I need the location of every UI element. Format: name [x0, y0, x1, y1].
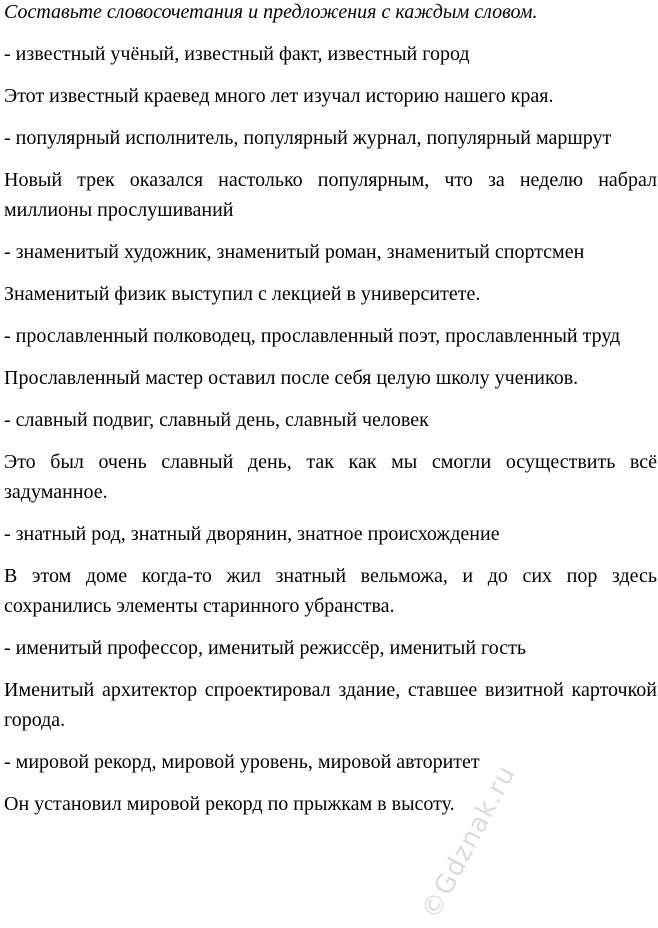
watermark-text: ©Gdznak.ru	[416, 760, 522, 925]
spacer	[4, 507, 657, 519]
sentence-2: Новый трек оказался настолько популярным, что за неделю набрал миллионы прослушиваний	[4, 169, 657, 221]
sentence-3: Знаменитый физик выступил с лекцией в университете.	[4, 283, 481, 305]
spacer	[4, 777, 657, 789]
spacer	[4, 309, 657, 321]
spacer	[4, 267, 657, 279]
phrase-line-4: - прославленный полководец, прославленный поэт, прославленный труд	[4, 325, 621, 347]
phrase-line-8: - мировой рекорд, мировой уровень, мировой авторитет	[4, 751, 480, 773]
spacer	[4, 393, 657, 405]
spacer	[4, 351, 657, 363]
spacer	[4, 69, 657, 81]
task-heading: Составьте словосочетания и предложения с каждым словом.	[4, 1, 538, 23]
spacer	[4, 663, 657, 675]
spacer	[4, 549, 657, 561]
sentence-4: Прославленный мастер оставил после себя целую школу учеников.	[4, 367, 579, 389]
sentence-5: Это был очень славный день, так как мы смогли осуществить всё задуманное.	[4, 451, 657, 503]
spacer	[4, 621, 657, 633]
phrase-line-3: - знаменитый художник, знаменитый роман, знаменитый спортсмен	[4, 241, 585, 263]
sentence-1: Этот известный краевед много лет изучал историю нашего края.	[4, 85, 554, 107]
spacer	[4, 153, 657, 165]
spacer	[4, 735, 657, 747]
phrase-line-2: - популярный исполнитель, популярный журнал, популярный маршрут	[4, 127, 612, 149]
spacer	[4, 27, 657, 39]
sentence-6: В этом доме когда-то жил знатный вельможа, и до сих пор здесь сохранились элементы старинного убранства.	[4, 565, 657, 617]
spacer	[4, 225, 657, 237]
sentence-8: Он установил мировой рекорд по прыжкам в высоту.	[4, 793, 455, 815]
phrase-line-5: - славный подвиг, славный день, славный человек	[4, 409, 429, 431]
phrase-line-1: - известный учёный, известный факт, известный город	[4, 43, 470, 65]
spacer	[4, 111, 657, 123]
sentence-7: Именитый архитектор спроектировал здание, ставшее визитной карточкой города.	[4, 679, 657, 731]
phrase-line-7: - именитый профессор, именитый режиссёр, именитый гость	[4, 637, 526, 659]
phrase-line-6: - знатный род, знатный дворянин, знатное происхождение	[4, 523, 500, 545]
spacer	[4, 435, 657, 447]
